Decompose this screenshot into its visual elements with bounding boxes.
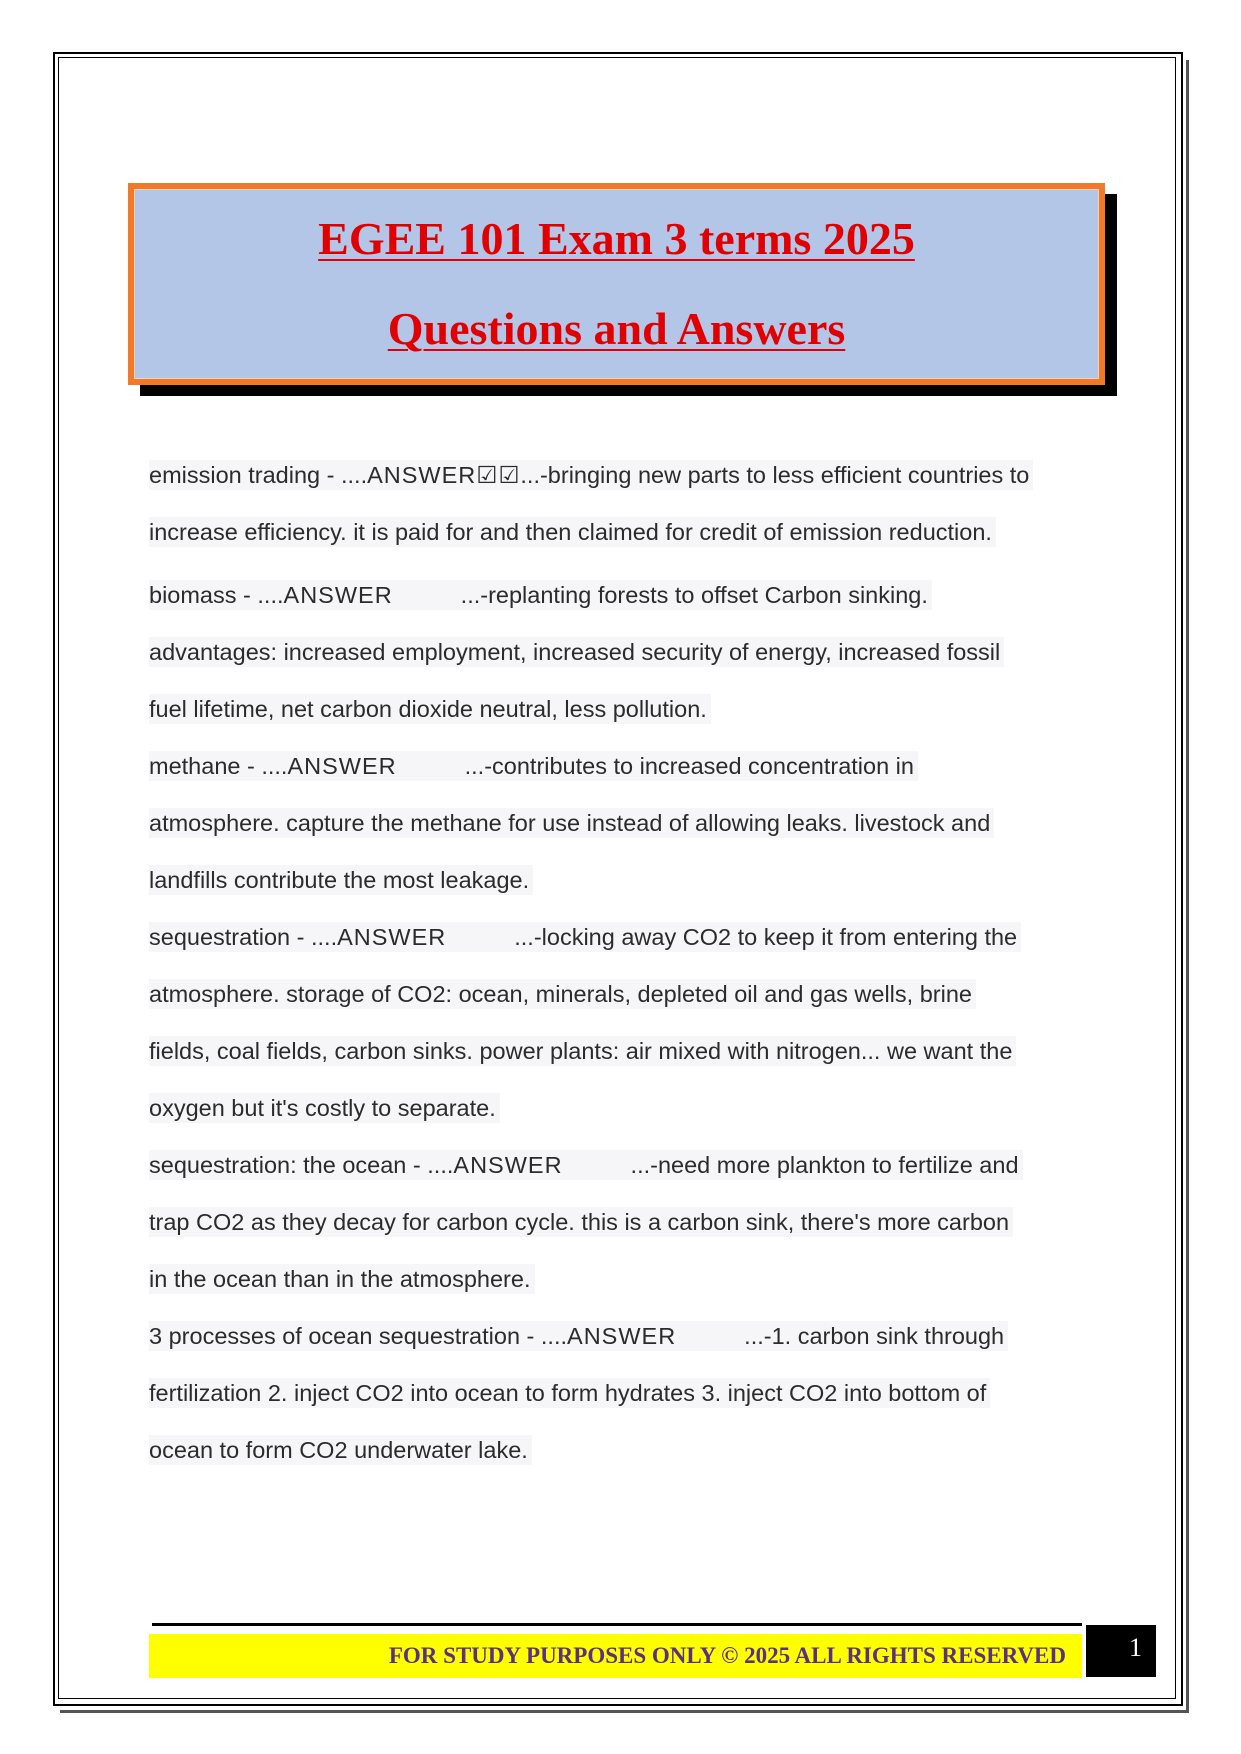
entry-term: biomass - .... — [149, 582, 284, 608]
entry-term: 3 processes of ocean sequestration - .... — [149, 1323, 568, 1349]
qa-entry — [149, 922, 1084, 1123]
entry-answer: ...-replanting forests to offset Carbon sinking. — [460, 582, 928, 608]
qa-entry — [149, 1321, 1084, 1465]
entry-first-line — [149, 751, 918, 781]
qa-content — [149, 460, 1084, 1465]
entry-line: landfills contribute the most leakage. — [149, 865, 533, 895]
entry-line: increase efficiency. it is paid for and then claimed for credit of emission reduction. — [149, 517, 996, 547]
answer-label: ANSWER — [337, 924, 447, 950]
entry-line: trap CO2 as they decay for carbon cycle. this is a carbon sink, there's more carbon — [149, 1207, 1013, 1237]
entry-term: sequestration - .... — [149, 924, 338, 950]
page-number: 1 — [1086, 1625, 1156, 1677]
entry-term: emission trading - .... — [149, 462, 368, 488]
qa-entry — [149, 460, 1084, 547]
document-subtitle: Questions and Answers — [387, 303, 846, 354]
entry-answer: ...-1. carbon sink through — [744, 1323, 1005, 1349]
entry-line: atmosphere. storage of CO2: ocean, minerals, depleted oil and gas wells, brine — [149, 979, 976, 1009]
entry-line: in the ocean than in the atmosphere. — [149, 1264, 535, 1294]
entry-line: oxygen but it's costly to separate. — [149, 1093, 500, 1123]
qa-entry — [149, 1150, 1084, 1294]
entry-answer: ...-bringing new parts to less efficient countries to — [520, 462, 1030, 488]
entry-line: advantages: increased employment, increased security of energy, increased fossil — [149, 637, 1004, 667]
document-title: EGEE 101 Exam 3 terms 2025 — [318, 213, 915, 264]
entry-first-line — [149, 1150, 1023, 1180]
entry-first-line — [149, 922, 1021, 952]
answer-label: ANSWER — [287, 753, 397, 779]
answer-label: ANSWER — [567, 1323, 677, 1349]
entry-answer: ...-locking away CO2 to keep it from entering the — [514, 924, 1018, 950]
entry-first-line — [149, 460, 1033, 490]
entry-line: fertilization 2. inject CO2 into ocean to form hydrates 3. inject CO2 into bottom of — [149, 1378, 990, 1408]
answer-label: ANSWER☑☑ — [367, 462, 521, 488]
entry-line: atmosphere. capture the methane for use instead of allowing leaks. livestock and — [149, 808, 994, 838]
title-box — [128, 183, 1105, 385]
entry-first-line — [149, 1321, 1008, 1351]
qa-entry — [149, 751, 1084, 895]
title-box-inner — [134, 189, 1099, 379]
footer-rule — [152, 1623, 1082, 1626]
entry-answer: ...-need more plankton to fertilize and — [630, 1152, 1019, 1178]
entry-term: methane - .... — [149, 753, 288, 779]
footer-notice: FOR STUDY PURPOSES ONLY © 2025 ALL RIGHTS RESERVED — [149, 1634, 1082, 1678]
entry-term: sequestration: the ocean - .... — [149, 1152, 454, 1178]
entry-line: ocean to form CO2 underwater lake. — [149, 1435, 532, 1465]
entry-line: fuel lifetime, net carbon dioxide neutral, less pollution. — [149, 694, 711, 724]
entry-answer: ...-contributes to increased concentration in — [464, 753, 914, 779]
answer-label: ANSWER — [283, 582, 393, 608]
entry-line: fields, coal fields, carbon sinks. power plants: air mixed with nitrogen... we want the — [149, 1036, 1016, 1066]
answer-label: ANSWER — [453, 1152, 563, 1178]
qa-entry — [149, 580, 1084, 724]
entry-first-line — [149, 580, 932, 610]
